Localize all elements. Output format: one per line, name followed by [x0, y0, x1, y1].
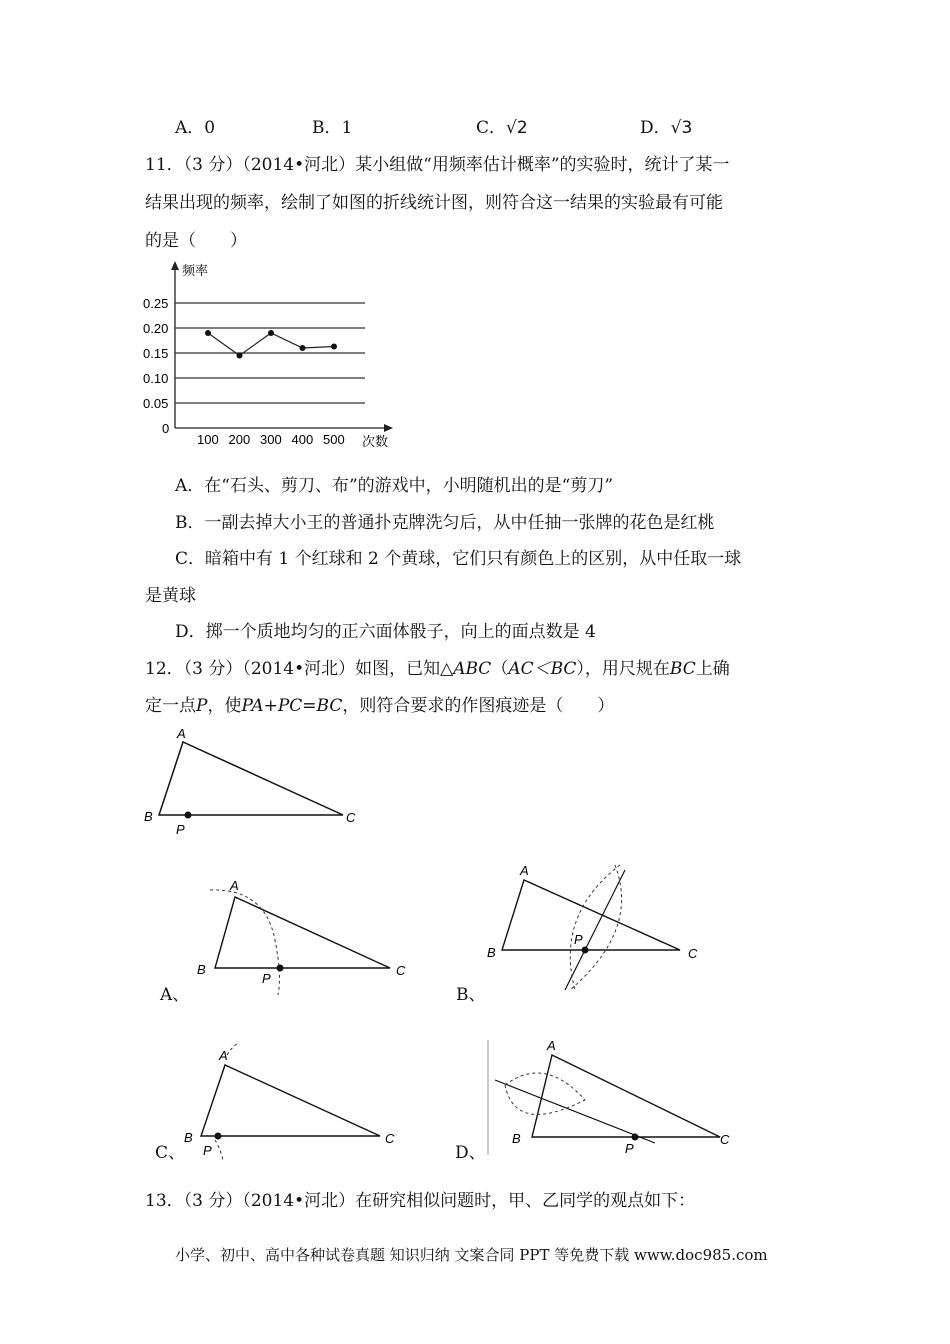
choice-a-label: A、: [160, 985, 190, 1005]
q11-option-b: B．一副去掉大小王的普通扑克牌洗匀后，从中任抽一张牌的花色是红桃: [175, 513, 715, 533]
choice-b-label-a: A: [520, 863, 529, 878]
q11-stem-line3: 的是（ ）: [145, 231, 247, 251]
label-p: P: [176, 822, 185, 837]
y-tick-label: 0.05: [143, 396, 169, 411]
x-axis-arrow: [384, 424, 393, 432]
x-tick-label: 400: [291, 432, 314, 447]
choice-c-label-a: A: [219, 1048, 228, 1063]
sqrt-3: √3: [670, 118, 693, 138]
y-axis-label: 频率: [182, 263, 209, 278]
choice-b-label-p: P: [574, 932, 583, 947]
choice-b-triangle: [502, 880, 680, 950]
choice-c-label-c: C: [385, 1131, 395, 1146]
choice-d-point-p: [632, 1134, 639, 1141]
q10-option-a: A．0: [175, 118, 216, 138]
x-tick-label: 500: [323, 432, 345, 447]
choice-d-triangle: [532, 1055, 720, 1137]
choice-c-label-p: P: [203, 1143, 212, 1158]
data-point: [331, 344, 337, 350]
y-tick-label: 0.10: [143, 371, 169, 386]
choice-a-point-p: [277, 965, 284, 972]
q11-option-d: D．掷一个质地均匀的正六面体骰子，向上的面点数是 4: [175, 622, 596, 642]
q11-option-c-line1: C．暗箱中有 1 个红球和 2 个黄球，它们只有颜色上的区别，从中任取一球: [175, 549, 742, 569]
sqrt-2: √2: [506, 118, 528, 138]
label-c: C: [346, 810, 356, 825]
choice-a-figure: [190, 870, 420, 995]
frequency-series-line: [208, 333, 334, 356]
q11-stem-line2: 结果出现的频率，绘制了如图的折线统计图，则符合这一结果的实验最有可能: [145, 193, 723, 213]
q10-option-d: D．√3: [640, 118, 693, 138]
choice-b-label-b: B: [487, 945, 496, 960]
y-tick-label: 0.25: [143, 296, 169, 311]
choice-c-triangle: [201, 1065, 380, 1136]
choice-a-triangle: [215, 897, 390, 968]
data-point: [205, 330, 211, 336]
frequency-line-chart: [140, 258, 410, 453]
choice-d-figure: [480, 1035, 740, 1165]
x-tick-label: 100: [197, 432, 219, 447]
q11-option-c-line2: 是黄球: [145, 586, 196, 606]
choice-c-label: C、: [155, 1143, 186, 1163]
q10-option-b: B．1: [312, 118, 353, 138]
q12-stem-line1: 12．（3 分）（2014•河北）如图，已知△ABC（AC＜BC），用尺规在BC上确: [145, 659, 730, 679]
choice-c-arc-bottom: [215, 1140, 223, 1160]
label-a: A: [177, 726, 186, 741]
choice-d-label-b: B: [512, 1131, 521, 1146]
y-axis-arrow: [171, 261, 179, 270]
data-point: [237, 353, 243, 359]
x-tick-label: 200: [228, 432, 251, 447]
choice-b-figure: [480, 860, 710, 995]
choice-b-arc-1: [570, 865, 620, 990]
choice-d-label-p: P: [625, 1141, 634, 1156]
choice-b-point-p: [582, 947, 589, 954]
choice-d-label-c: C: [720, 1132, 730, 1147]
choice-a-label-a: A: [230, 878, 239, 893]
choice-b-label: B、: [456, 985, 486, 1005]
q13-stem: 13．（3 分）（2014•河北）在研究相似问题时，甲、乙同学的观点如下：: [145, 1191, 696, 1211]
choice-b-label-c: C: [688, 946, 698, 961]
data-point: [268, 330, 274, 336]
q10-option-c: C．√2: [476, 118, 528, 138]
page-footer: 小学、初中、高中各种试卷真题 知识归纳 文案合同 PPT 等免费下载 www.doc985.com: [175, 1246, 768, 1264]
point-p: [185, 812, 192, 819]
q11-stem-line1: 11．（3 分）（2014•河北）某小组做“用频率估计概率”的实验时，统计了某一: [145, 155, 730, 175]
data-point: [300, 345, 306, 351]
y-tick-label: 0: [162, 421, 170, 436]
choice-a-label-b: B: [197, 962, 206, 977]
choice-d-label: D、: [455, 1143, 486, 1163]
choice-c-point-p: [215, 1133, 222, 1140]
choice-c-arc-top: [227, 1043, 238, 1055]
label-b: B: [144, 809, 153, 824]
x-tick-label: 300: [260, 432, 282, 447]
choice-d-label-a: A: [547, 1038, 556, 1053]
choice-a-label-c: C: [396, 963, 406, 978]
choice-a-label-p: P: [262, 971, 271, 986]
choice-c-figure: [175, 1040, 405, 1165]
x-axis-label: 次数: [362, 434, 389, 449]
y-tick-label: 0.15: [143, 346, 169, 361]
triangle-abc: [159, 742, 343, 815]
triangle-abc-figure: [135, 720, 375, 845]
q12-stem-line2: 定一点P，使PA+PC=BC，则符合要求的作图痕迹是（ ）: [145, 696, 615, 716]
q11-option-a: A．在“石头、剪刀、布”的游戏中，小明随机出的是“剪刀”: [175, 476, 614, 496]
y-tick-label: 0.20: [143, 321, 169, 336]
choice-c-label-b: B: [184, 1130, 193, 1145]
